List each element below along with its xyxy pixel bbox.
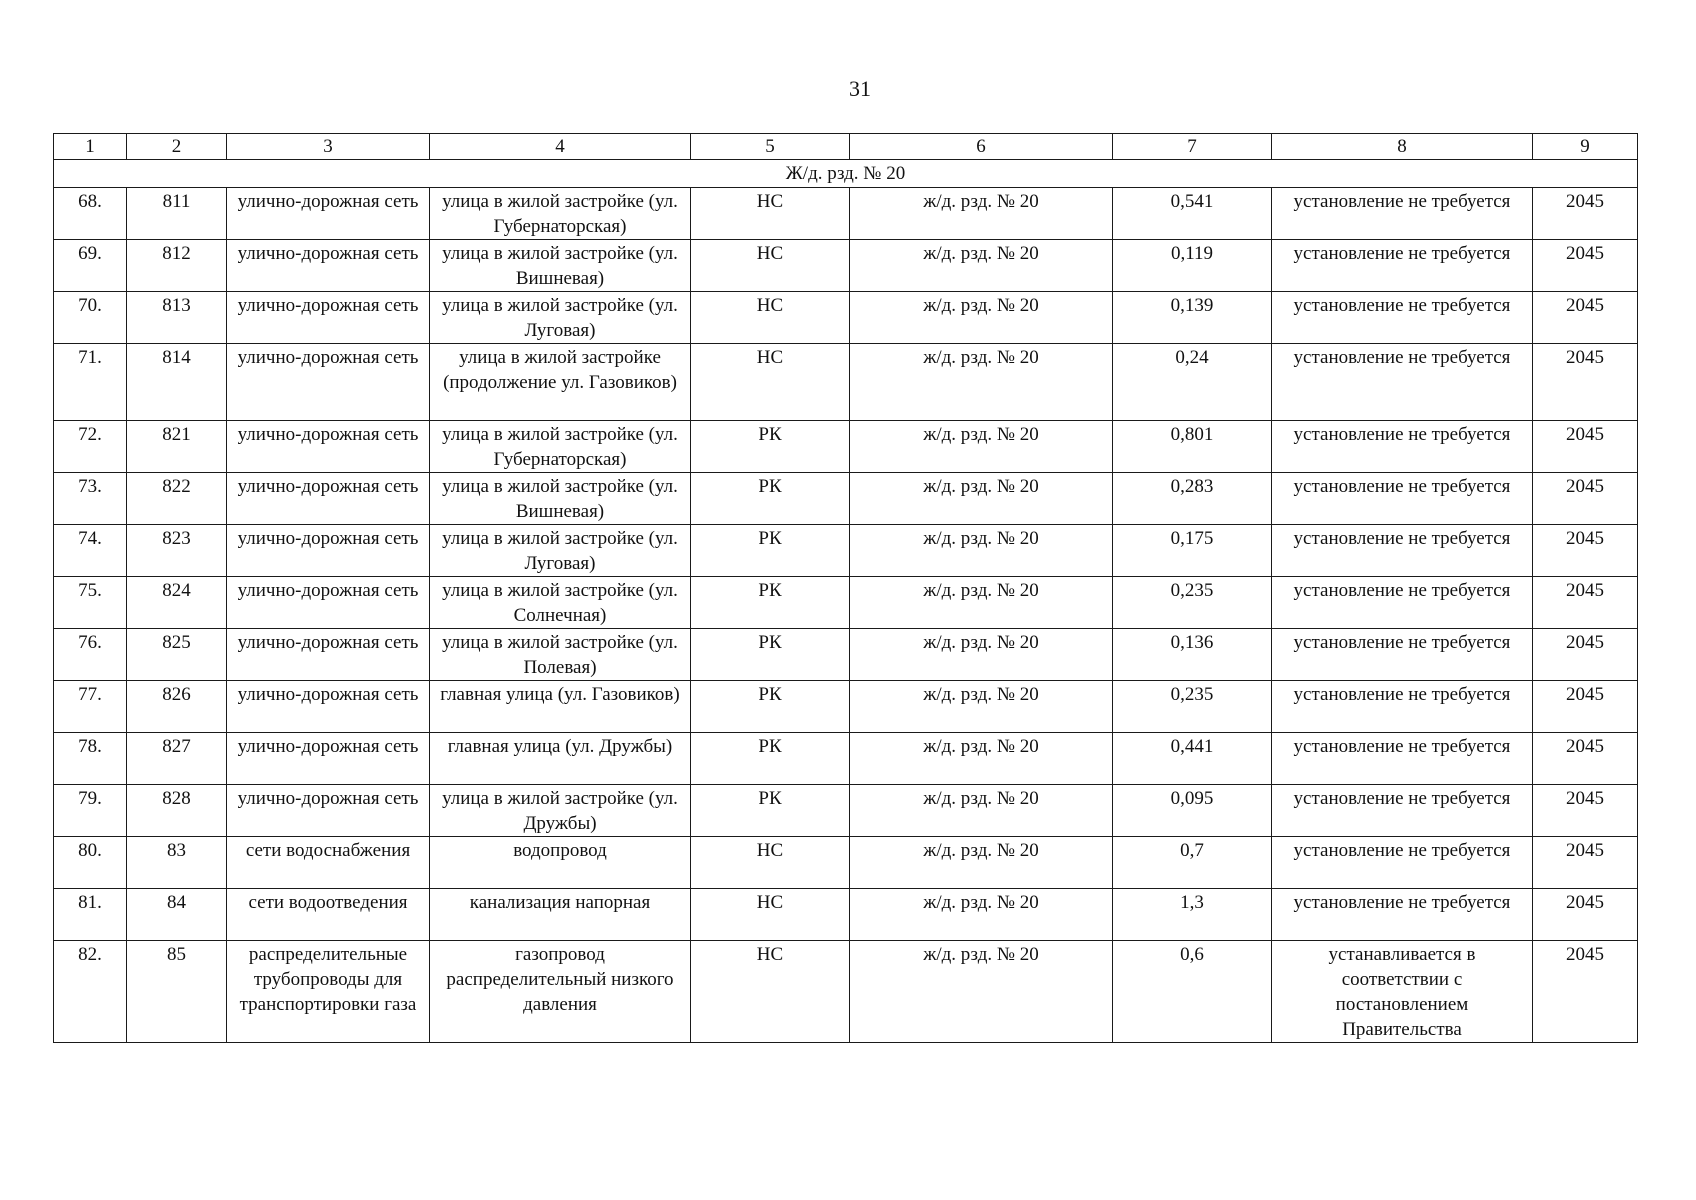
object-name-cell: улица в жилой застройке (ул. Луговая) [430, 525, 691, 577]
zone-cell: установление не требуется [1272, 188, 1533, 240]
header-cell-7: 7 [1113, 134, 1272, 160]
zone-cell: установление не требуется [1272, 473, 1533, 525]
object-name-cell: главная улица (ул. Дружбы) [430, 733, 691, 785]
zone-cell: установление не требуется [1272, 629, 1533, 681]
year-cell: 2045 [1533, 785, 1638, 837]
row-number-cell: 68. [54, 188, 127, 240]
location-cell: ж/д. рзд. № 20 [850, 629, 1113, 681]
code-cell: 825 [127, 629, 227, 681]
status-cell: РК [691, 681, 850, 733]
object-name-cell: улица в жилой застройке (ул. Солнечная) [430, 577, 691, 629]
category-cell: улично-дорожная сеть [227, 733, 430, 785]
code-cell: 824 [127, 577, 227, 629]
value-cell: 0,139 [1113, 292, 1272, 344]
value-cell: 0,235 [1113, 577, 1272, 629]
table-row [54, 344, 1638, 421]
code-cell: 85 [127, 941, 227, 1043]
year-cell: 2045 [1533, 941, 1638, 1043]
year-cell: 2045 [1533, 292, 1638, 344]
code-cell: 814 [127, 344, 227, 421]
zone-cell: установление не требуется [1272, 240, 1533, 292]
table-row [54, 889, 1638, 941]
table-row [54, 525, 1638, 577]
header-cell-2: 2 [127, 134, 227, 160]
object-name-cell: улица в жилой застройке (ул. Луговая) [430, 292, 691, 344]
value-cell: 0,235 [1113, 681, 1272, 733]
row-number-cell: 78. [54, 733, 127, 785]
status-cell: НС [691, 188, 850, 240]
header-cell-5: 5 [691, 134, 850, 160]
year-cell: 2045 [1533, 733, 1638, 785]
year-cell: 2045 [1533, 889, 1638, 941]
zone-cell: установление не требуется [1272, 577, 1533, 629]
category-cell: улично-дорожная сеть [227, 473, 430, 525]
category-cell: улично-дорожная сеть [227, 188, 430, 240]
row-number-cell: 77. [54, 681, 127, 733]
row-number-cell: 74. [54, 525, 127, 577]
category-cell: распределительные трубопроводы для транспортировки газа [227, 941, 430, 1043]
object-name-cell: улица в жилой застройке (ул. Вишневая) [430, 473, 691, 525]
category-cell: сети водоотведения [227, 889, 430, 941]
header-cell-4: 4 [430, 134, 691, 160]
data-table [53, 133, 1638, 1043]
status-cell: НС [691, 240, 850, 292]
value-cell: 0,801 [1113, 421, 1272, 473]
location-cell: ж/д. рзд. № 20 [850, 837, 1113, 889]
zone-cell: установление не требуется [1272, 889, 1533, 941]
zone-cell: устанавливается в соответствии с постановлением Правительства [1272, 941, 1533, 1043]
header-cell-8: 8 [1272, 134, 1533, 160]
category-cell: сети водоснабжения [227, 837, 430, 889]
zone-cell: установление не требуется [1272, 785, 1533, 837]
object-name-cell: газопровод распределительный низкого давления [430, 941, 691, 1043]
row-number-cell: 79. [54, 785, 127, 837]
table-row [54, 421, 1638, 473]
location-cell: ж/д. рзд. № 20 [850, 681, 1113, 733]
row-number-cell: 81. [54, 889, 127, 941]
status-cell: РК [691, 733, 850, 785]
year-cell: 2045 [1533, 629, 1638, 681]
year-cell: 2045 [1533, 344, 1638, 421]
table-row [54, 837, 1638, 889]
year-cell: 2045 [1533, 240, 1638, 292]
code-cell: 821 [127, 421, 227, 473]
table-row [54, 240, 1638, 292]
location-cell: ж/д. рзд. № 20 [850, 941, 1113, 1043]
header-cell-6: 6 [850, 134, 1113, 160]
object-name-cell: улица в жилой застройке (ул. Вишневая) [430, 240, 691, 292]
value-cell: 0,095 [1113, 785, 1272, 837]
value-cell: 0,6 [1113, 941, 1272, 1043]
table-row [54, 577, 1638, 629]
row-number-cell: 69. [54, 240, 127, 292]
page-number: 31 [849, 76, 871, 101]
zone-cell: установление не требуется [1272, 733, 1533, 785]
status-cell: РК [691, 785, 850, 837]
year-cell: 2045 [1533, 421, 1638, 473]
category-cell: улично-дорожная сеть [227, 785, 430, 837]
object-name-cell: водопровод [430, 837, 691, 889]
status-cell: НС [691, 941, 850, 1043]
object-name-cell: улица в жилой застройке (ул. Дружбы) [430, 785, 691, 837]
header-cell-1: 1 [54, 134, 127, 160]
status-cell: РК [691, 473, 850, 525]
location-cell: ж/д. рзд. № 20 [850, 889, 1113, 941]
location-cell: ж/д. рзд. № 20 [850, 577, 1113, 629]
location-cell: ж/д. рзд. № 20 [850, 421, 1113, 473]
year-cell: 2045 [1533, 837, 1638, 889]
table-row [54, 629, 1638, 681]
code-cell: 826 [127, 681, 227, 733]
table-body [54, 134, 1638, 1043]
location-cell: ж/д. рзд. № 20 [850, 344, 1113, 421]
header-cell-9: 9 [1533, 134, 1638, 160]
year-cell: 2045 [1533, 188, 1638, 240]
status-cell: РК [691, 629, 850, 681]
table-row [54, 473, 1638, 525]
code-cell: 828 [127, 785, 227, 837]
table-row [54, 733, 1638, 785]
row-number-cell: 75. [54, 577, 127, 629]
status-cell: РК [691, 525, 850, 577]
code-cell: 811 [127, 188, 227, 240]
row-number-cell: 73. [54, 473, 127, 525]
location-cell: ж/д. рзд. № 20 [850, 292, 1113, 344]
row-number-cell: 70. [54, 292, 127, 344]
value-cell: 0,441 [1113, 733, 1272, 785]
value-cell: 0,541 [1113, 188, 1272, 240]
year-cell: 2045 [1533, 473, 1638, 525]
zone-cell: установление не требуется [1272, 421, 1533, 473]
table-row [54, 292, 1638, 344]
value-cell: 0,175 [1113, 525, 1272, 577]
status-cell: РК [691, 421, 850, 473]
code-cell: 823 [127, 525, 227, 577]
status-cell: НС [691, 292, 850, 344]
category-cell: улично-дорожная сеть [227, 681, 430, 733]
location-cell: ж/д. рзд. № 20 [850, 473, 1113, 525]
value-cell: 0,283 [1113, 473, 1272, 525]
category-cell: улично-дорожная сеть [227, 629, 430, 681]
table-row [54, 785, 1638, 837]
category-cell: улично-дорожная сеть [227, 292, 430, 344]
code-cell: 83 [127, 837, 227, 889]
header-cell-3: 3 [227, 134, 430, 160]
section-row [54, 160, 1638, 188]
table-row [54, 941, 1638, 1043]
code-cell: 813 [127, 292, 227, 344]
code-cell: 822 [127, 473, 227, 525]
row-number-cell: 72. [54, 421, 127, 473]
category-cell: улично-дорожная сеть [227, 344, 430, 421]
location-cell: ж/д. рзд. № 20 [850, 733, 1113, 785]
year-cell: 2045 [1533, 525, 1638, 577]
object-name-cell: канализация напорная [430, 889, 691, 941]
zone-cell: установление не требуется [1272, 344, 1533, 421]
row-number-cell: 71. [54, 344, 127, 421]
code-cell: 84 [127, 889, 227, 941]
table-header-row [54, 134, 1638, 160]
zone-cell: установление не требуется [1272, 525, 1533, 577]
row-number-cell: 82. [54, 941, 127, 1043]
status-cell: РК [691, 577, 850, 629]
section-title: Ж/д. рзд. № 20 [54, 160, 1638, 188]
year-cell: 2045 [1533, 681, 1638, 733]
object-name-cell: улица в жилой застройке (ул. Губернаторская) [430, 188, 691, 240]
value-cell: 0,24 [1113, 344, 1272, 421]
category-cell: улично-дорожная сеть [227, 421, 430, 473]
object-name-cell: улица в жилой застройке (продолжение ул. Газовиков) [430, 344, 691, 421]
category-cell: улично-дорожная сеть [227, 577, 430, 629]
value-cell: 0,7 [1113, 837, 1272, 889]
code-cell: 812 [127, 240, 227, 292]
table-row [54, 681, 1638, 733]
object-name-cell: улица в жилой застройке (ул. Полевая) [430, 629, 691, 681]
object-name-cell: улица в жилой застройке (ул. Губернаторская) [430, 421, 691, 473]
location-cell: ж/д. рзд. № 20 [850, 188, 1113, 240]
status-cell: НС [691, 344, 850, 421]
value-cell: 0,119 [1113, 240, 1272, 292]
row-number-cell: 80. [54, 837, 127, 889]
status-cell: НС [691, 837, 850, 889]
value-cell: 1,3 [1113, 889, 1272, 941]
row-number-cell: 76. [54, 629, 127, 681]
category-cell: улично-дорожная сеть [227, 525, 430, 577]
zone-cell: установление не требуется [1272, 292, 1533, 344]
location-cell: ж/д. рзд. № 20 [850, 785, 1113, 837]
zone-cell: установление не требуется [1272, 681, 1533, 733]
object-name-cell: главная улица (ул. Газовиков) [430, 681, 691, 733]
value-cell: 0,136 [1113, 629, 1272, 681]
location-cell: ж/д. рзд. № 20 [850, 525, 1113, 577]
table-row [54, 188, 1638, 240]
status-cell: НС [691, 889, 850, 941]
category-cell: улично-дорожная сеть [227, 240, 430, 292]
year-cell: 2045 [1533, 577, 1638, 629]
zone-cell: установление не требуется [1272, 837, 1533, 889]
code-cell: 827 [127, 733, 227, 785]
location-cell: ж/д. рзд. № 20 [850, 240, 1113, 292]
